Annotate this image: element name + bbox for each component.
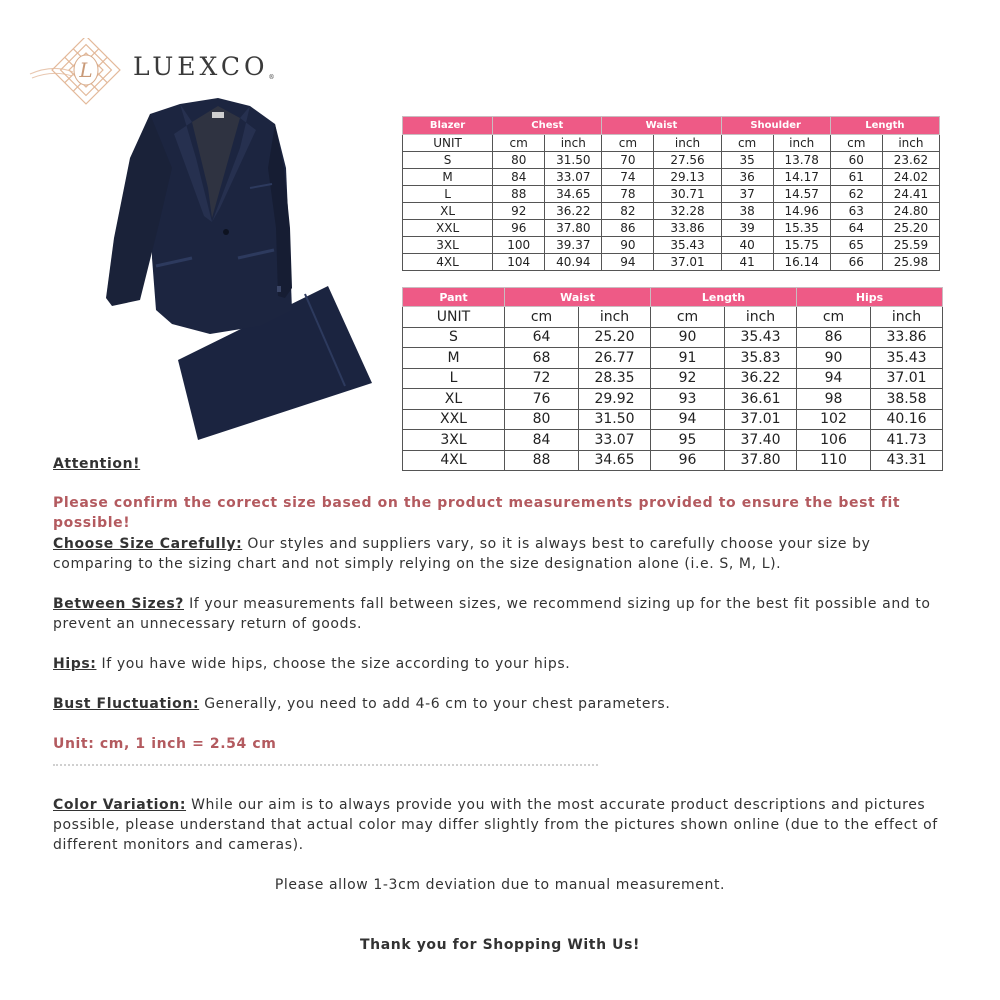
value-cell: 90 <box>651 327 725 348</box>
value-cell: 80 <box>505 409 579 430</box>
value-cell: 24.02 <box>882 169 939 186</box>
logo-monogram-letter: L <box>79 58 93 82</box>
between-sizes-label: Between Sizes? <box>53 596 185 612</box>
deviation-note: Please allow 1-3cm deviation due to manual measurement. <box>274 877 726 893</box>
value-cell: 84 <box>493 169 545 186</box>
value-cell: 90 <box>797 348 871 369</box>
value-cell: 72 <box>505 368 579 389</box>
value-cell: 39 <box>721 220 773 237</box>
value-cell: 94 <box>797 368 871 389</box>
value-cell: 40.16 <box>871 409 943 430</box>
blazer-size-table <box>402 116 940 271</box>
value-cell: 65 <box>830 237 882 254</box>
value-cell: 14.57 <box>773 186 830 203</box>
size-cell: S <box>403 327 505 348</box>
table-row <box>403 348 943 369</box>
value-cell: 34.65 <box>545 186 602 203</box>
dotted-divider <box>53 764 598 766</box>
value-cell: 82 <box>602 203 654 220</box>
hips-note <box>53 654 953 674</box>
value-cell: 91 <box>651 348 725 369</box>
header-cell: Blazer <box>403 117 493 135</box>
unit-cell: inch <box>725 307 797 328</box>
unit-cell: cm <box>721 135 773 152</box>
value-cell: 35 <box>721 152 773 169</box>
value-cell: 37.80 <box>545 220 602 237</box>
value-cell: 37.01 <box>871 368 943 389</box>
header-cell: Length <box>830 117 939 135</box>
value-cell: 26.77 <box>579 348 651 369</box>
value-cell: 64 <box>505 327 579 348</box>
attention-heading: Attention! <box>53 456 141 472</box>
color-variation-note <box>53 795 953 855</box>
confirm-size-warning: Please confirm the correct size based on the product measurements provided to ensure the best fit possible! <box>53 495 901 531</box>
thank-you-message: Thank you for Shopping With Us! <box>359 937 641 953</box>
size-cell: S <box>403 152 493 169</box>
value-cell: 25.98 <box>882 254 939 271</box>
value-cell: 90 <box>602 237 654 254</box>
unit-cell: inch <box>579 307 651 328</box>
choose-size-label: Choose Size Carefully: <box>53 536 243 552</box>
value-cell: 29.92 <box>579 389 651 410</box>
value-cell: 28.35 <box>579 368 651 389</box>
table-row <box>403 409 943 430</box>
value-cell: 24.80 <box>882 203 939 220</box>
table-header-row <box>403 117 940 135</box>
value-cell: 23.62 <box>882 152 939 169</box>
value-cell: 88 <box>493 186 545 203</box>
size-cell: XXL <box>403 409 505 430</box>
size-cell: XL <box>403 203 493 220</box>
header-cell: Pant <box>403 288 505 307</box>
brand-name: LUEXCO <box>133 52 269 81</box>
unit-cell: inch <box>871 307 943 328</box>
value-cell: 104 <box>493 254 545 271</box>
size-cell: 4XL <box>403 254 493 271</box>
table-row <box>403 203 940 220</box>
value-cell: 16.14 <box>773 254 830 271</box>
product-image-suit <box>100 98 375 443</box>
unit-cell: UNIT <box>403 135 493 152</box>
value-cell: 70 <box>602 152 654 169</box>
bust-fluctuation-note <box>53 694 953 714</box>
size-cell: M <box>403 348 505 369</box>
value-cell: 38.58 <box>871 389 943 410</box>
value-cell: 38 <box>721 203 773 220</box>
value-cell: 37.01 <box>654 254 721 271</box>
value-cell: 33.07 <box>545 169 602 186</box>
value-cell: 62 <box>830 186 882 203</box>
value-cell: 96 <box>651 450 725 471</box>
value-cell: 93 <box>651 389 725 410</box>
value-cell: 80 <box>493 152 545 169</box>
value-cell: 27.56 <box>654 152 721 169</box>
value-cell: 94 <box>651 409 725 430</box>
value-cell: 25.59 <box>882 237 939 254</box>
value-cell: 37.01 <box>725 409 797 430</box>
color-variation-label: Color Variation: <box>53 797 187 813</box>
value-cell: 41.73 <box>871 430 943 451</box>
table-row <box>403 389 943 410</box>
value-cell: 14.96 <box>773 203 830 220</box>
value-cell: 78 <box>602 186 654 203</box>
header-cell: Shoulder <box>721 117 830 135</box>
size-cell: L <box>403 368 505 389</box>
unit-cell: cm <box>651 307 725 328</box>
value-cell: 13.78 <box>773 152 830 169</box>
pant-size-table <box>402 287 943 471</box>
value-cell: 36.61 <box>725 389 797 410</box>
size-cell: XXL <box>403 220 493 237</box>
unit-row <box>403 307 943 328</box>
size-cell: 4XL <box>403 450 505 471</box>
value-cell: 24.41 <box>882 186 939 203</box>
header-cell: Hips <box>797 288 943 307</box>
value-cell: 31.50 <box>545 152 602 169</box>
unit-cell: UNIT <box>403 307 505 328</box>
value-cell: 34.65 <box>579 450 651 471</box>
unit-cell: inch <box>882 135 939 152</box>
table-header-row <box>403 288 943 307</box>
table-row <box>403 169 940 186</box>
value-cell: 35.83 <box>725 348 797 369</box>
bust-fluctuation-label: Bust Fluctuation: <box>53 696 200 712</box>
value-cell: 37.40 <box>725 430 797 451</box>
value-cell: 41 <box>721 254 773 271</box>
unit-note: Unit: cm, 1 inch = 2.54 cm <box>53 736 277 752</box>
choose-size-note <box>53 534 953 574</box>
value-cell: 40.94 <box>545 254 602 271</box>
value-cell: 92 <box>493 203 545 220</box>
table-row <box>403 152 940 169</box>
value-cell: 33.07 <box>579 430 651 451</box>
value-cell: 36.22 <box>545 203 602 220</box>
size-cell: M <box>403 169 493 186</box>
value-cell: 61 <box>830 169 882 186</box>
table-row <box>403 430 943 451</box>
unit-cell: inch <box>545 135 602 152</box>
registered-mark: ® <box>268 74 275 81</box>
table-row <box>403 220 940 237</box>
size-cell: L <box>403 186 493 203</box>
unit-cell: cm <box>602 135 654 152</box>
table-row <box>403 368 943 389</box>
value-cell: 63 <box>830 203 882 220</box>
value-cell: 64 <box>830 220 882 237</box>
between-sizes-note <box>53 594 953 634</box>
value-cell: 25.20 <box>882 220 939 237</box>
value-cell: 31.50 <box>579 409 651 430</box>
color-variation-text: While our aim is to always provide you with the most accurate product descriptions and pictures possible, please understand that actual color may differ slightly from the pictures shown online (due to the effect of different monitors and cameras). <box>53 797 938 853</box>
value-cell: 68 <box>505 348 579 369</box>
between-sizes-text: If your measurements fall between sizes, we recommend sizing up for the best fit possible and to prevent an unnecessary return of goods. <box>53 596 931 632</box>
value-cell: 39.37 <box>545 237 602 254</box>
value-cell: 33.86 <box>871 327 943 348</box>
header-cell: Waist <box>602 117 721 135</box>
value-cell: 36 <box>721 169 773 186</box>
size-cell: 3XL <box>403 430 505 451</box>
value-cell: 15.75 <box>773 237 830 254</box>
header-cell: Length <box>651 288 797 307</box>
size-cell: XL <box>403 389 505 410</box>
value-cell: 60 <box>830 152 882 169</box>
value-cell: 35.43 <box>654 237 721 254</box>
size-cell: 3XL <box>403 237 493 254</box>
value-cell: 33.86 <box>654 220 721 237</box>
header-cell: Waist <box>505 288 651 307</box>
value-cell: 66 <box>830 254 882 271</box>
table-row <box>403 254 940 271</box>
value-cell: 37.80 <box>725 450 797 471</box>
hips-text: If you have wide hips, choose the size according to your hips. <box>96 656 571 672</box>
value-cell: 76 <box>505 389 579 410</box>
value-cell: 37 <box>721 186 773 203</box>
table-row <box>403 186 940 203</box>
value-cell: 84 <box>505 430 579 451</box>
value-cell: 15.35 <box>773 220 830 237</box>
value-cell: 92 <box>651 368 725 389</box>
unit-cell: inch <box>654 135 721 152</box>
value-cell: 88 <box>505 450 579 471</box>
unit-cell: cm <box>505 307 579 328</box>
value-cell: 86 <box>797 327 871 348</box>
value-cell: 74 <box>602 169 654 186</box>
value-cell: 100 <box>493 237 545 254</box>
value-cell: 102 <box>797 409 871 430</box>
value-cell: 32.28 <box>654 203 721 220</box>
value-cell: 14.17 <box>773 169 830 186</box>
value-cell: 35.43 <box>725 327 797 348</box>
unit-cell: cm <box>493 135 545 152</box>
unit-cell: cm <box>830 135 882 152</box>
unit-cell: inch <box>773 135 830 152</box>
value-cell: 96 <box>493 220 545 237</box>
value-cell: 94 <box>602 254 654 271</box>
value-cell: 43.31 <box>871 450 943 471</box>
bust-fluctuation-text: Generally, you need to add 4-6 cm to your chest parameters. <box>199 696 671 712</box>
value-cell: 98 <box>797 389 871 410</box>
unit-row <box>403 135 940 152</box>
value-cell: 30.71 <box>654 186 721 203</box>
unit-cell: cm <box>797 307 871 328</box>
value-cell: 35.43 <box>871 348 943 369</box>
value-cell: 36.22 <box>725 368 797 389</box>
choose-size-text: Our styles and suppliers vary, so it is always best to carefully choose your size by comparing to the sizing chart and not simply relying on the size designation alone (i.e. S, M, L). <box>53 536 871 572</box>
header-cell: Chest <box>493 117 602 135</box>
hips-label: Hips: <box>53 656 97 672</box>
value-cell: 110 <box>797 450 871 471</box>
table-row <box>403 237 940 254</box>
table-row <box>403 327 943 348</box>
value-cell: 86 <box>602 220 654 237</box>
value-cell: 25.20 <box>579 327 651 348</box>
value-cell: 106 <box>797 430 871 451</box>
value-cell: 40 <box>721 237 773 254</box>
value-cell: 29.13 <box>654 169 721 186</box>
value-cell: 95 <box>651 430 725 451</box>
